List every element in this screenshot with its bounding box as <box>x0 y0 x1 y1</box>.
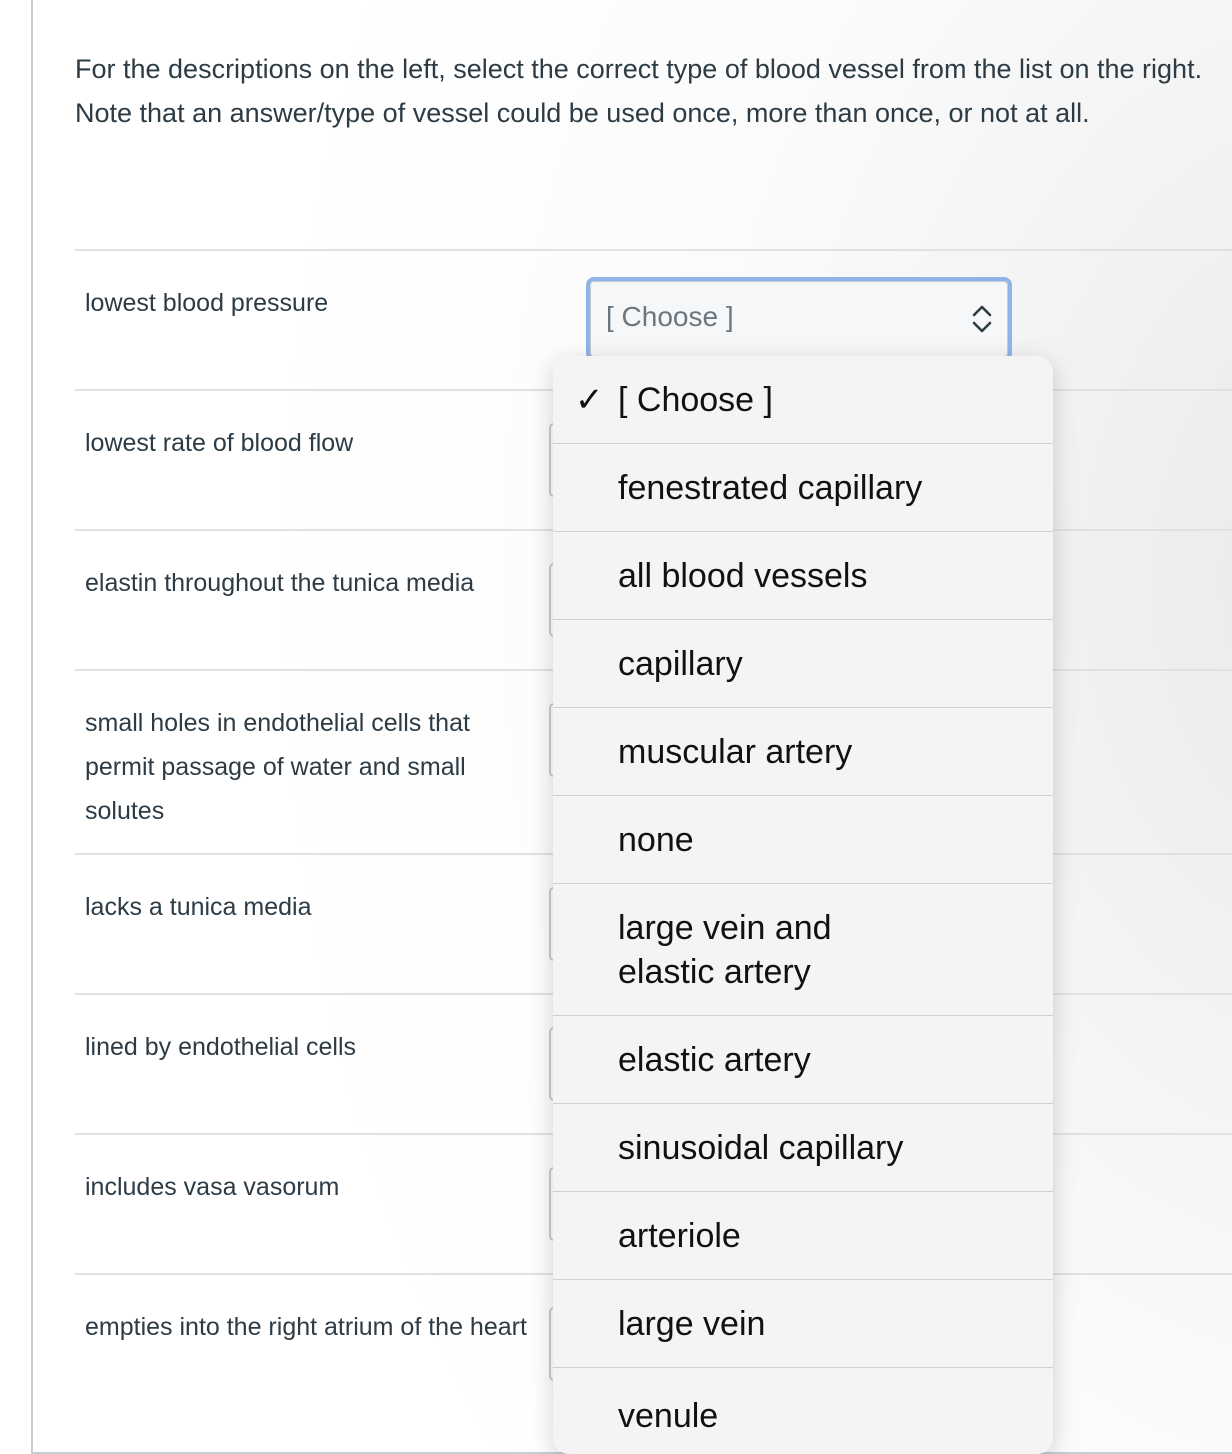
option-all-blood-vessels[interactable] <box>553 532 1053 620</box>
option-label: elastic artery <box>618 1040 811 1079</box>
question-instructions: For the descriptions on the left, select the correct type of blood vessel from the list on the right. Note that an answer/type of vessel could be used once, more than once, or not at all. <box>75 54 1203 128</box>
answer-options-menu <box>553 356 1053 1454</box>
option-elastic-artery[interactable] <box>553 1016 1053 1104</box>
option-label: large vein <box>618 1304 766 1343</box>
option-label: all blood vessels <box>618 556 868 595</box>
option-label: sinusoidal capillary <box>618 1128 904 1167</box>
option-choose[interactable] <box>553 356 1053 444</box>
row-description: includes vasa vasorum <box>85 1173 340 1201</box>
option-none[interactable] <box>553 796 1053 884</box>
option-large-vein[interactable] <box>553 1280 1053 1368</box>
row-description: small holes in endothelial cells that permit passage of water and small solutes <box>85 709 470 825</box>
option-label: none <box>618 820 694 859</box>
option-capillary[interactable] <box>553 620 1053 708</box>
option-label: muscular artery <box>618 732 853 771</box>
row-description: empties into the right atrium of the heart <box>85 1313 527 1341</box>
answer-select-open[interactable] <box>586 277 1012 361</box>
option-sinusoidal-capillary[interactable] <box>553 1104 1053 1192</box>
row-description: lacks a tunica media <box>85 893 312 921</box>
option-label: capillary <box>618 644 743 683</box>
row-description: lowest rate of blood flow <box>85 429 354 457</box>
option-venule[interactable] <box>553 1368 1053 1454</box>
option-label: arteriole <box>618 1216 741 1255</box>
option-arteriole[interactable] <box>553 1192 1053 1280</box>
option-label: venule <box>618 1397 719 1435</box>
option-label: [ Choose ] <box>618 380 773 419</box>
option-label: large vein and elastic artery <box>618 908 832 991</box>
checkmark-icon: ✓ <box>575 380 604 419</box>
row-description: lined by endothelial cells <box>85 1033 357 1061</box>
select-current-value: [ Choose ] <box>606 301 734 332</box>
option-fenestrated-capillary[interactable] <box>553 444 1053 532</box>
row-description: lowest blood pressure <box>85 289 329 317</box>
option-muscular-artery[interactable] <box>553 708 1053 796</box>
option-large-vein-and-elastic-artery[interactable] <box>553 884 1053 1016</box>
row-description: elastin throughout the tunica media <box>85 569 475 597</box>
option-label: fenestrated capillary <box>618 468 923 507</box>
up-down-chevron-icon <box>970 301 994 337</box>
